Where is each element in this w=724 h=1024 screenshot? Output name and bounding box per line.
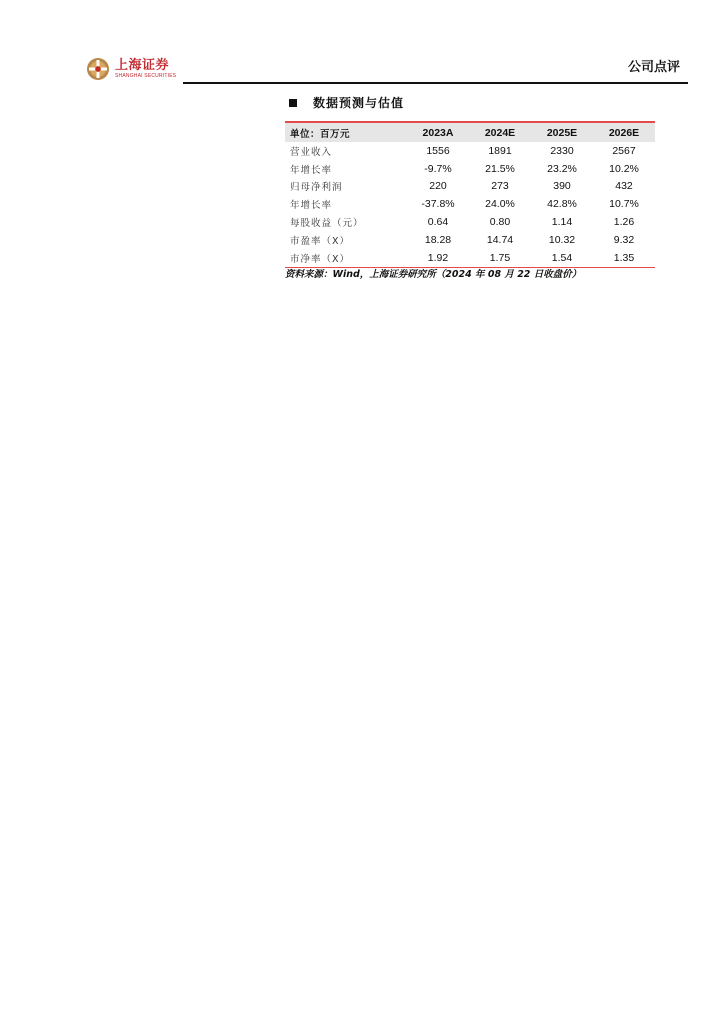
table-cell: 18.28: [424, 233, 452, 246]
forecast-valuation-table: [285, 121, 655, 268]
table-cell: 1556: [426, 144, 450, 157]
page-header: [0, 0, 724, 90]
column-header: 2023A: [407, 122, 469, 142]
table-row: [285, 195, 655, 213]
document-type-label: 公司点评: [627, 60, 680, 75]
table-cell: 1.75: [469, 249, 531, 267]
table-cell: 9.32: [613, 233, 635, 246]
logo-english-name: SHANGHAI SECURITIES: [115, 73, 177, 79]
header-divider: [183, 82, 688, 84]
table-row: [285, 142, 655, 160]
table-cell: 10.7%: [609, 198, 639, 211]
table-cell: 220: [429, 180, 447, 193]
table-cell: 10.2%: [609, 162, 639, 175]
table-cell: 2330: [550, 144, 574, 157]
table-row: [285, 213, 655, 231]
column-header: 2024E: [469, 122, 531, 142]
logo-mark-icon: [86, 57, 110, 81]
table-cell: 24.0%: [485, 198, 515, 211]
table-cell: 1.35: [593, 249, 655, 267]
table-row: [285, 178, 655, 196]
row-label: 年增长率: [290, 200, 333, 212]
row-label: 市盈率（X）: [290, 235, 351, 247]
row-label: 市净率（X）: [285, 249, 407, 267]
square-bullet-icon: [289, 99, 297, 107]
table-cell: 42.8%: [547, 198, 577, 211]
table-cell: 1891: [488, 144, 512, 157]
table-cell: 23.2%: [547, 162, 577, 175]
table-cell: 10.32: [548, 233, 576, 246]
table-cell: 0.64: [427, 216, 449, 229]
table-row: [285, 231, 655, 249]
column-header: 2025E: [531, 122, 593, 142]
table-cell: -37.8%: [421, 198, 455, 211]
table-header-row: [285, 122, 655, 142]
table-cell: -9.7%: [424, 162, 452, 175]
row-label: 年增长率: [290, 164, 333, 176]
section-title: 数据预测与估值: [313, 96, 405, 110]
table-cell: 390: [553, 180, 571, 193]
table-row: [285, 160, 655, 178]
company-logo: [86, 57, 176, 81]
unit-label: 单位：百万元: [285, 122, 407, 142]
table-cell: 2567: [612, 144, 636, 157]
table-cell: 1.14: [551, 216, 573, 229]
table-cell: 1.26: [613, 216, 635, 229]
source-note: 资料来源：Wind，上海证券研究所（2024 年 08 月 22 日收盘价）: [285, 269, 582, 280]
column-header: 2026E: [593, 122, 655, 142]
forecast-table-container: [285, 121, 655, 268]
section-heading: [289, 94, 404, 111]
row-label: 每股收益（元）: [290, 218, 364, 230]
table-cell: 1.92: [407, 249, 469, 267]
row-label: 营业收入: [290, 146, 333, 158]
table-cell: 0.80: [489, 216, 511, 229]
table-cell: 1.54: [531, 249, 593, 267]
table-row: [285, 249, 655, 267]
table-cell: 21.5%: [485, 162, 515, 175]
table-cell: 432: [615, 180, 633, 193]
table-cell: 14.74: [486, 233, 514, 246]
table-cell: 273: [491, 180, 509, 193]
row-label: 归母净利润: [290, 182, 343, 194]
logo-chinese-name: 上海证券: [115, 58, 170, 73]
